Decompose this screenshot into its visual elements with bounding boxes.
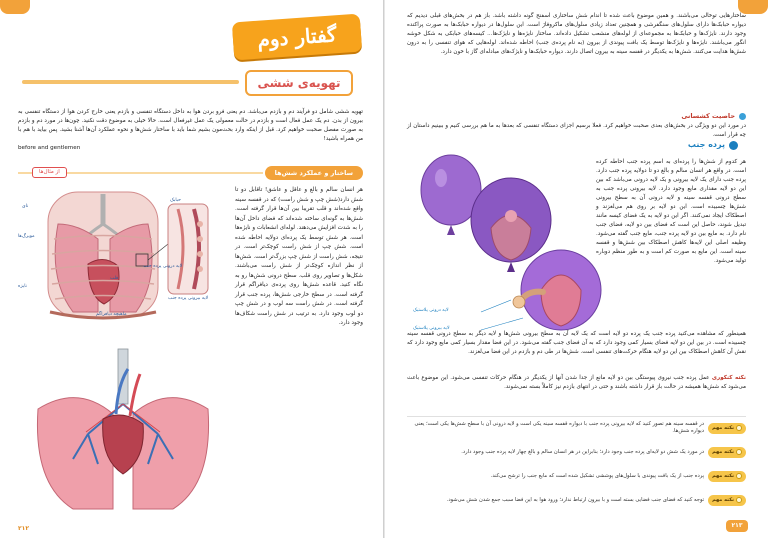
caption-inner-layer: لایه درونی پلاستیک <box>413 308 449 313</box>
lightbulb-icon <box>736 497 742 503</box>
lung-structure-paragraph: هر انسان سالم و بالغ و عاقل و عاشق! تاقابل دو تا شش دارد(شش چپ و شش راست) که در قفسه سینه واقع شده‌اند و قلب تقریبا بین آن‌ها قرار گرفته است. شش‌ها به گونه‌ای ساخته شده‌اند که فضای داخل آن‌ها را به شدت افزایش می‌دهند. لوله‌ای انشعابات و نایژه‌ها است. هر شش توسط یک پرده‌ای دولایه احاطه شده است. شش چپ از شش راست کوچک‌تر است. در نتیجه، شش راست از شش چپ بزرگ‌تر است. شش‌ها از نظر اندازه کوچک‌تر از شش راست می‌باشند. شکل‌ها و تصاویر روی قلب. سطح درونی شش‌ها رو به نگاه کنید. قاعده شش‌ها روی پرده‌ی دیافراگم قرار گرفته است. در سطح خارجی شش‌ها، پرده جنب قرار گرفته است. در شش راست سه لوب و در شش چپ دو لوب وجود دارد. به ترتیب در شش راست شکاف‌ها وجود دارد. <box>235 187 363 326</box>
lesson-banner <box>232 14 362 61</box>
bullet-dot-icon <box>729 141 738 150</box>
label-heart: قلب <box>110 276 119 281</box>
note-badge: نکته مهم <box>708 447 746 458</box>
label-capillaries: مویرگ‌ها <box>18 234 35 239</box>
pleura-paragraph <box>596 158 746 266</box>
note-text: در مورد یک شش دو لایه‌ای پرده جنب وجود دارد؛ بنابراین در هر انسان سالم و بالغ چهار لایه پرده جنب وجود دارد. <box>461 448 705 455</box>
lesson-banner-text: گفتار دوم <box>256 22 338 52</box>
lungs-figure <box>18 184 228 514</box>
label-inner-pleura: لایه درونی پرده جنب <box>143 264 183 269</box>
corner-tab <box>0 0 30 14</box>
note-text: توجه کنید که فضای جنب فضایی بسته است و با بیرون ارتباط ندارد؛ ورود هوا به این فضا سبب جمع شدن شش می‌شود. <box>446 496 705 503</box>
bronchial-tree-diagram <box>37 349 208 509</box>
right-page <box>384 0 768 538</box>
pleura-detail-text: همینطور که مشاهده می‌کنید پرده جنب یک پرده دو لایه است که یک لایه آن به سطح بیرونی شش‌ها و لایه دیگر به سطح درونی قفسه سینه چسبیده است. در بین این دو لایه فضای بسیار کمی وجود دارد که به آن فضای جنب گفته می‌شود. در این فضا مقدار بسیار کمی مایع وجود دارد که نقش آن کاهش اصطکاک بین این دو لایه هنگام حرکت‌های تنفسی است. شش‌ها در طی دم و بازدم در این فضا می‌لغزند. <box>407 331 746 355</box>
bullet-dot-icon <box>739 113 746 120</box>
label-diaphragm: ماهیچه دیافراگم <box>96 312 127 317</box>
bottom-right-lung <box>133 398 209 509</box>
highlight-block <box>407 374 746 392</box>
pleura-text: هر کدوم از شش‌ها را پرده‌ای به اسم پرده جنب احاطه کرده است. در واقع هر انسان سالم و بالغ دو تا دولایه پرده جنب دارد. پرده جنب دارای یک لایه بیرونی و یک لایه درونی می‌باشد که بین این دو لایه مقداری مایع وجود دارد. لایه بیرونی پرده جنب به سطح درونی قفسه سینه و لایه درونی آن به سطح بیرونی شش‌ها چسبیده است. این دو لایه بر روی هم می‌لغزند و اصطکاک ایجاد نمی‌کنند. اگر این دو لایه به یک فضای کیسه مانند تبدیل شوند، حاصل این است که فضای بین دو لایه، فضای جنب نام دارد. به مایع بین دو لایه پرده جنب، مایع جنب گفته می‌شود. وظیفه اصلی این لایه‌ها کاهش اصطکاک بین شش‌ها و قفسه سینه است. این مایع به صورت کم است و به طور منظم دوباره تولید می‌شود. <box>596 159 746 264</box>
note-badge: نکته مهم <box>708 495 746 506</box>
page-number-left: ۲۱۲ <box>18 525 29 532</box>
pleura-detail-paragraph <box>407 330 746 357</box>
top-paragraph <box>407 12 746 57</box>
label-trachea: نای <box>22 204 29 209</box>
note-badge: نکته مهم <box>708 423 746 434</box>
label-bronchus: نایژه <box>18 284 27 289</box>
top-text: ساختارهایی توخالی می‌باشند. و همین موضوع باعث شده تا اندام شش ساختاری اسفنج گونه داشته باشد. باز هم در بخش‌های قبلی دیدیم که دیواره حبابک‌ها دارای سلول‌های سنگفرشی و همچنین تعداد زیادی سلول‌های ماکروفاژ است. این سلول‌ها در دیواره حبابک‌ها به صورت پراکنده وجود دارند. نایژک‌ها و حبابک‌ها به مجموعه‌ای از لوله‌های منشعب تشکیل داده‌اند. ساختار نایژه‌ها و نایژک‌ها... کیسه‌های حبابکی به شکل خوشه انگور می‌باشند. نایژه‌ها و نایژک‌ها توسط یک بافت پیوندی از بیرون (به نام پرده‌ی جنب) احاطه شده‌اند. لوله‌هایی که هوای تنفسی را به درون شش‌ها هدایت می‌کنند. شش‌ها به یکدیگر در قفسه سینه به بیرون اتصال دارند. دیواره حبابک‌ها و نایژک‌های مبادله‌ای گاز با خون دارد. <box>407 13 746 55</box>
pleura-figure <box>411 150 611 350</box>
subheading-elasticity-label: حاصیت کشسانی <box>681 112 735 120</box>
note-item <box>407 468 746 484</box>
section-heading-pleura-label: پرده جنب <box>687 140 725 149</box>
note-text: در قفسه سینه هم تصور کنید که لایه بیرونی پرده جنب با دیواره قفسه سینه یکی است و لایه درونی آن با سطح شش‌ها یکی است؛ یعنی دیواره شش‌ها. <box>414 421 705 434</box>
label-alveoli: حبابک <box>170 198 182 203</box>
thorax-diagram <box>48 192 168 318</box>
note-badge: نکته مهم <box>708 471 746 482</box>
lungs-illustration <box>18 184 228 514</box>
section-heading-lung-structure: ساختار و عملکرد شش‌ها <box>265 166 363 180</box>
note-text: پرده جنب از یک بافت پیوندی با سلول‌های پوششی تشکیل شده است که مایع جنب را ترشح می‌کند. <box>490 472 705 479</box>
lightbulb-icon <box>736 425 742 431</box>
note-item <box>407 420 746 436</box>
highlight-title: نکته کنکوری <box>711 375 747 381</box>
chapter-title: تهویه‌ی ششی <box>245 70 353 96</box>
sample-tag: از مثال‌ها <box>32 167 67 178</box>
label-outer-pleura: لایه بیرونی پرده جنب <box>168 296 209 301</box>
page-number-right: ۲۱۳ <box>726 520 748 532</box>
pleura-illustration <box>411 150 611 350</box>
lung-structure-text <box>235 186 363 329</box>
intro-paragraph <box>18 108 363 153</box>
bottom-left-lung <box>37 398 113 509</box>
note-item <box>407 492 746 508</box>
section-heading-pleura <box>680 138 746 152</box>
lightbulb-icon <box>736 449 742 455</box>
intro-text: تهویه ششی شامل دو فرآیند دم و بازدم می‌باشد. دم یعنی فرو بردن هوا به داخل دستگاه تنفسی و بازدم یعنی خارج کردن هوا از دستگاه تنفسی به بیرون از بدن. دم یک عمل فعال است و بازدم در حالت معمولی یک عمل غیرفعال است. حالا خیلی به موضوع دقت نکنید. چون‌ها در مورد دم و بازدم به صورت مفصل صحبت خواهیم کرد. قبل از اینکه وارد بحث‌مون بشیم شما باید با ساختار شش‌ها و نحوه عملکرد آن‌ها آشنا بشید. پس بیاید با هم با من همراه باشید! <box>18 109 363 142</box>
pleura-zoom-inset <box>168 204 208 294</box>
elasticity-text: در مورد این دو ویژگی در بخش‌های بعدی صحبت خواهیم کرد. فعلا برسیم اجزای دستگاه تنفسی که بعدها به ما هم بررسی کنیم و ببینیم داستان از چه قرار است. <box>407 123 746 138</box>
caption-outer-layer: لایه بیرونی پلاستیک <box>413 326 450 331</box>
note-item <box>407 444 746 460</box>
highlight-text: عمل پرده جنب نیروی پیوستگی بین دو لایه مانع از جدا شدن آنها از یکدیگر در هنگام حرکات تنفسی می‌شود. این موضوع باعث می‌شود که شش‌ها همیشه در حالت باز قرار داشته باشند و حتی در انتهای بازدم نیز کاملاً بسته نمی‌شوند. <box>407 375 746 390</box>
subheading-elasticity <box>681 112 746 120</box>
balloon-step-3 <box>513 250 601 330</box>
notes-divider <box>407 416 746 417</box>
lightbulb-icon <box>736 473 742 479</box>
chapter-bar <box>22 80 239 84</box>
intro-extra: before and gentlemen <box>18 145 81 151</box>
